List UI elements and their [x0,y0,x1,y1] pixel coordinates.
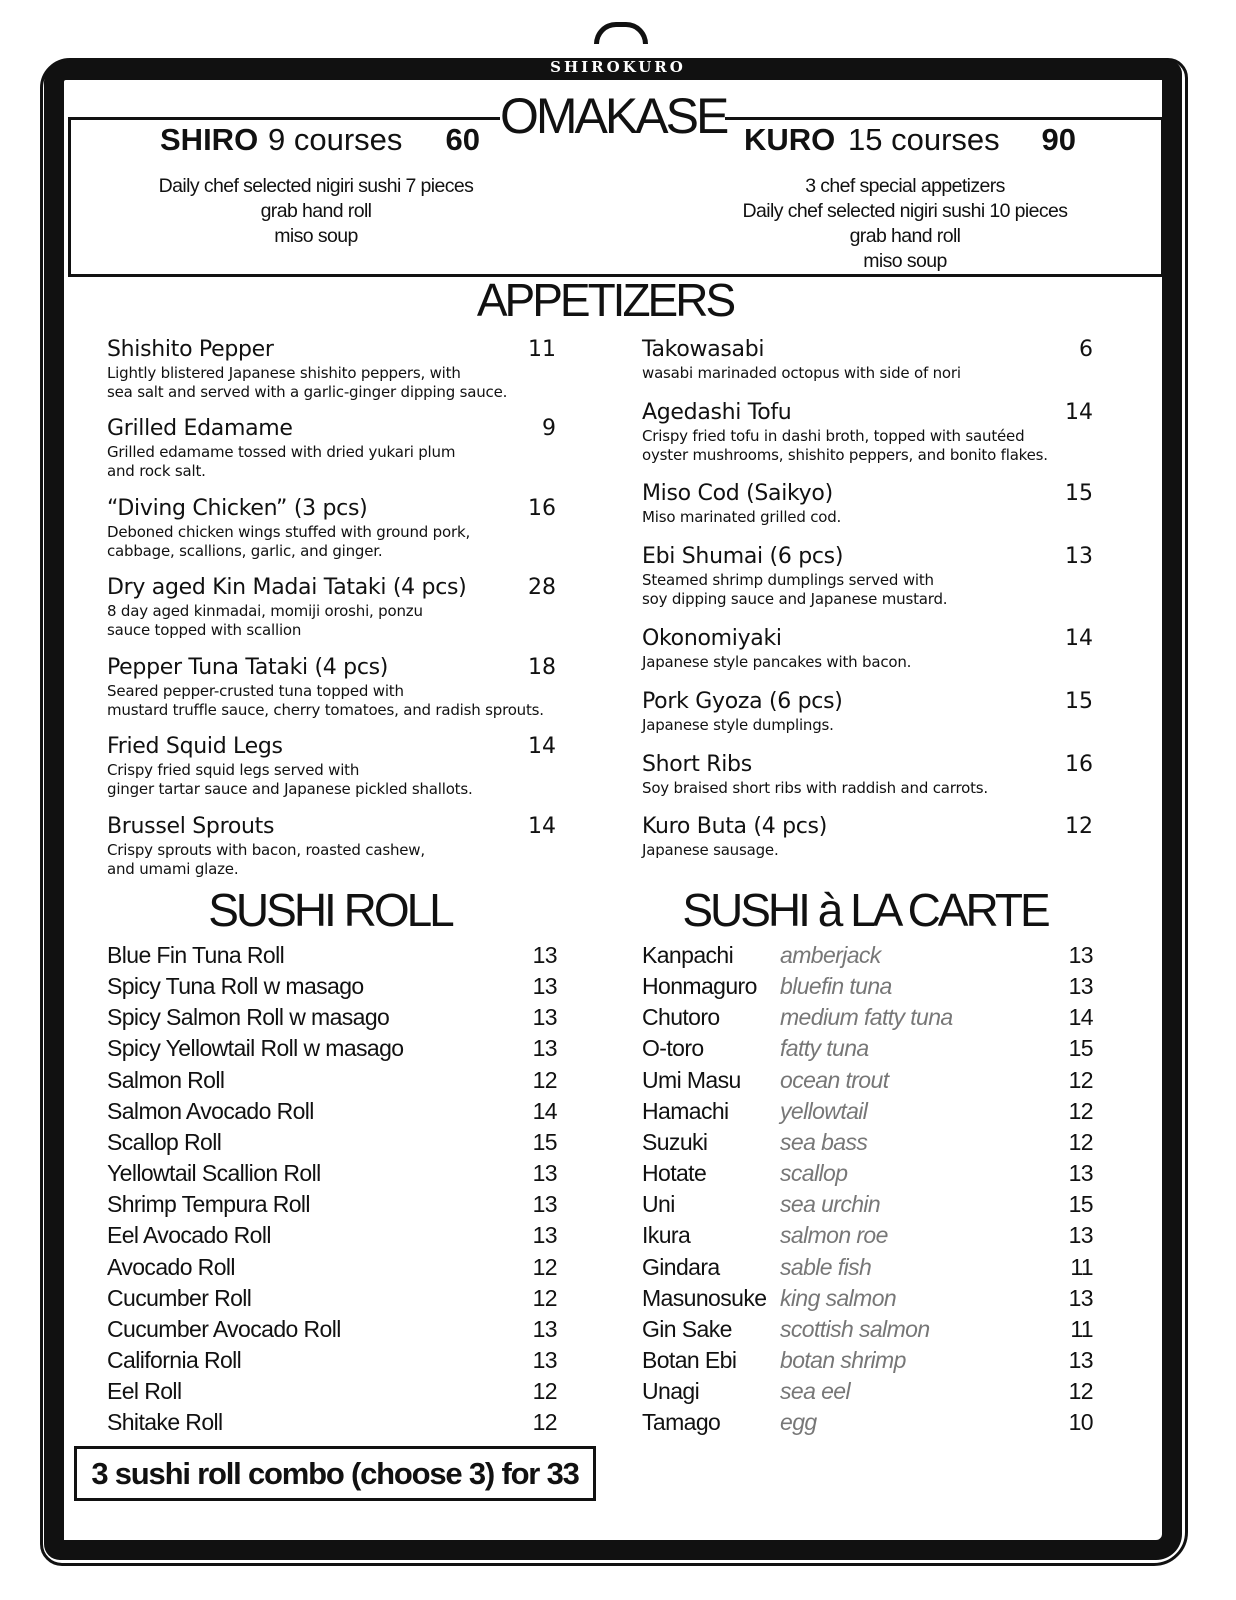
sushi-japanese-name: Gin Sake [642,1315,732,1342]
appetizer-name: Shishito Pepper [107,337,274,362]
sushi-roll-price: 13 [532,1315,557,1342]
appetizer-name: “Diving Chicken” (3 pcs) [107,496,368,521]
appetizer-description: Crispy fried squid legs served with [107,761,360,779]
appetizer-description: Japanese style pancakes with bacon. [642,653,912,671]
appetizer-name: Short Ribs [642,752,752,777]
appetizer-price: 11 [528,337,556,362]
sushi-roll-name: Shitake Roll [107,1409,223,1436]
sushi-japanese-name: Hotate [642,1160,707,1187]
sushi-japanese-name: Hamachi [642,1097,729,1124]
sushi-roll-item [107,1314,557,1344]
sushi-a-la-carte-item [642,1345,1093,1375]
appetizer-name: Dry aged Kin Madai Tataki (4 pcs) [107,575,467,600]
appetizer-name: Okonomiyaki [642,626,782,651]
sushi-roll-price: 12 [532,1378,557,1405]
appetizer-price: 15 [1065,481,1093,506]
sushi-roll-price: 12 [532,1284,557,1311]
sushi-price: 10 [1068,1409,1093,1436]
appetizer-price: 15 [1065,689,1093,714]
sushi-roll-price: 12 [532,1409,557,1436]
sushi-roll-price: 13 [532,973,557,1000]
sushi-a-la-carte-item [642,1158,1093,1188]
appetizer-item [642,481,1093,526]
sushi-japanese-name: Gindara [642,1253,720,1280]
sushi-english-name: sea eel [780,1378,850,1405]
sushi-english-name: fatty tuna [780,1035,869,1062]
sushi-english-name: sea urchin [780,1191,881,1218]
sushi-roll-item [107,1158,557,1188]
sushi-roll-name: Eel Avocado Roll [107,1222,271,1249]
shiro-courses: 9 courses [268,122,403,157]
sushi-english-name: amberjack [780,942,881,968]
sushi-a-la-carte-item [642,1189,1093,1219]
sushi-english-name: egg [780,1409,817,1436]
appetizer-item [642,752,1093,797]
appetizer-description: sea salt and served with a garlic-ginger dipping sauce. [107,383,508,401]
sushi-price: 13 [1068,1346,1093,1373]
appetizer-name: Ebi Shumai (6 pcs) [642,544,844,569]
appetizer-name: Pepper Tuna Tataki (4 pcs) [107,655,389,680]
sushi-price: 13 [1068,973,1093,1000]
sushi-roll-price: 12 [532,1253,557,1280]
shiro-line: Daily chef selected nigiri sushi 7 pieces [158,175,474,197]
sushi-price: 13 [1068,942,1093,968]
sushi-japanese-name: Kanpachi [642,942,734,968]
sushi-roll-item [107,1345,557,1375]
sushi-roll-item [107,1407,557,1437]
appetizer-name: Miso Cod (Saikyo) [642,481,833,506]
kuro-line: 3 chef special appetizers [805,175,1005,197]
sushi-japanese-name: Botan Ebi [642,1346,737,1373]
appetizer-name: Takowasabi [642,337,765,362]
sushi-japanese-name: Ikura [642,1222,691,1249]
sushi-english-name: scallop [780,1160,848,1187]
appetizer-name: Grilled Edamame [107,416,293,441]
appetizer-item [642,814,1093,859]
sushi-roll-name: Salmon Roll [107,1066,225,1093]
appetizer-item [642,626,1093,671]
sushi-roll-name: Yellowtail Scallion Roll [107,1160,321,1187]
sushi-roll-price: 13 [532,1191,557,1218]
sushi-roll-price: 12 [532,1066,557,1093]
kuro-name: KURO [744,122,836,157]
appetizer-item [107,655,556,719]
appetizer-item [642,544,1093,608]
appetizer-price: 16 [528,496,556,521]
sushi-a-la-carte-item [642,1407,1093,1437]
sushi-japanese-name: Honmaguro [642,973,757,1000]
sushi-roll-name: Blue Fin Tuna Roll [107,942,285,968]
logo-mark-icon [594,22,648,44]
sushi-roll-title: SUSHI ROLL [208,884,452,936]
kuro-price: 90 [1041,122,1076,157]
sushi-roll-price: 13 [532,1004,557,1031]
appetizer-price: 14 [528,814,556,839]
omakase-shiro [160,122,480,249]
appetizer-item [642,400,1093,464]
shiro-name: SHIRO [160,122,259,157]
appetizer-description: Lightly blistered Japanese shishito peppers, with [107,364,461,382]
shiro-price: 60 [445,122,480,157]
sushi-price: 13 [1068,1222,1093,1249]
sushi-a-la-carte-item [642,1283,1093,1313]
appetizer-price: 14 [1065,626,1093,651]
sushi-roll-price: 13 [532,1222,557,1249]
sushi-english-name: medium fatty tuna [780,1004,953,1031]
appetizer-name: Brussel Sprouts [107,814,275,839]
sushi-japanese-name: Suzuki [642,1128,708,1155]
appetizer-name: Fried Squid Legs [107,734,283,759]
sushi-roll-item [107,1376,557,1406]
appetizer-item [107,814,556,878]
sushi-a-la-carte-item [642,1314,1093,1344]
appetizer-description: sauce topped with scallion [107,621,302,639]
omakase-kuro [744,122,1076,274]
appetizer-name: Kuro Buta (4 pcs) [642,814,828,839]
sushi-price: 11 [1070,1253,1093,1280]
sushi-roll-item [107,1283,557,1313]
shiro-line: grab hand roll [260,200,372,222]
appetizer-price: 13 [1065,544,1093,569]
sushi-a-la-carte-title: SUSHI à LA CARTE [682,884,1048,936]
sushi-price: 13 [1068,1160,1093,1187]
sushi-roll-price: 13 [532,1346,557,1373]
appetizer-description: Seared pepper-crusted tuna topped with [107,682,404,700]
sushi-english-name: botan shrimp [780,1346,906,1373]
sushi-roll-item [107,1127,557,1157]
sushi-a-la-carte-item [642,1220,1093,1250]
sushi-price: 11 [1070,1315,1093,1342]
sushi-roll-price: 13 [532,942,557,968]
sushi-roll-name: Spicy Tuna Roll w masago [107,973,364,1000]
sushi-price: 12 [1068,1378,1093,1405]
appetizers-title: APPETIZERS [476,274,734,326]
sushi-a-la-carte-item [642,1065,1093,1095]
appetizer-item [107,734,556,798]
appetizer-name: Agedashi Tofu [642,400,792,425]
appetizer-description: Soy braised short ribs with raddish and carrots. [642,779,988,797]
sushi-price: 12 [1068,1097,1093,1124]
sushi-price: 13 [1068,1284,1093,1311]
sushi-roll-name: Cucumber Avocado Roll [107,1315,341,1342]
appetizer-description: Grilled edamame tossed with dried yukari plum [107,443,456,461]
sushi-roll-price: 15 [532,1128,557,1155]
sushi-price: 15 [1068,1035,1093,1062]
sushi-roll-item [107,971,557,1001]
appetizer-description: wasabi marinaded octopus with side of nori [642,364,961,382]
appetizer-description: Steamed shrimp dumplings served with [642,571,934,589]
appetizer-price: 6 [1079,337,1093,362]
sushi-roll-item [107,1002,557,1032]
appetizer-item [107,496,556,560]
appetizer-description: Crispy sprouts with bacon, roasted cashew, [107,841,425,859]
appetizer-description: soy dipping sauce and Japanese mustard. [642,590,948,608]
appetizer-item [107,416,556,480]
kuro-line: grab hand roll [849,225,961,247]
sushi-roll-item [107,1096,557,1126]
sushi-roll-item [107,1220,557,1250]
appetizer-description: 8 day aged kinmadai, momiji oroshi, ponzu [107,602,423,620]
sushi-roll-item [107,1189,557,1219]
appetizer-item [642,689,1093,734]
sushi-english-name: bluefin tuna [780,973,892,1000]
sushi-english-name: salmon roe [780,1222,888,1249]
sushi-roll-price: 13 [532,1160,557,1187]
brand-logo [538,18,698,76]
appetizer-price: 14 [528,734,556,759]
sushi-japanese-name: Unagi [642,1378,700,1405]
appetizer-description: ginger tartar sauce and Japanese pickled shallots. [107,780,473,798]
appetizer-price: 14 [1065,400,1093,425]
sushi-a-la-carte-item [642,940,1093,970]
sushi-a-la-carte-item [642,1252,1093,1282]
sushi-roll-name: Spicy Yellowtail Roll w masago [107,1035,404,1062]
kuro-line: miso soup [863,250,947,272]
sushi-a-la-carte-item [642,1376,1093,1406]
appetizer-description: Crispy fried tofu in dashi broth, topped with sautéed [642,427,1025,445]
brand-name: SHIROKURO [538,58,698,76]
sushi-english-name: ocean trout [780,1066,889,1093]
sushi-roll-name: Scallop Roll [107,1128,222,1155]
sushi-a-la-carte-item [642,1033,1093,1063]
sushi-english-name: sea bass [780,1128,868,1155]
sushi-japanese-name: Tamago [642,1409,721,1436]
sushi-roll-name: Spicy Salmon Roll w masago [107,1004,390,1031]
appetizer-description: Japanese sausage. [642,841,779,859]
sushi-japanese-name: Chutoro [642,1004,720,1031]
kuro-courses: 15 courses [848,122,1000,157]
sushi-roll-price: 13 [532,1035,557,1062]
sushi-roll-name: Cucumber Roll [107,1284,252,1311]
appetizer-description: cabbage, scallions, garlic, and ginger. [107,542,383,560]
sushi-roll-name: Shrimp Tempura Roll [107,1191,310,1218]
sushi-english-name: yellowtail [780,1097,868,1124]
appetizer-price: 9 [542,416,556,441]
appetizer-price: 16 [1065,752,1093,777]
appetizer-item [642,337,1093,382]
kuro-line: Daily chef selected nigiri sushi 10 pieces [742,200,1068,222]
appetizer-description: and rock salt. [107,462,206,480]
sushi-roll-item [107,940,557,970]
appetizer-description: Miso marinated grilled cod. [642,508,842,526]
sushi-price: 14 [1068,1004,1093,1031]
sushi-english-name: sable fish [780,1253,872,1280]
appetizer-price: 28 [528,575,556,600]
sushi-roll-item [107,1065,557,1095]
sushi-japanese-name: Uni [642,1191,675,1218]
sushi-roll-name: Eel Roll [107,1378,182,1405]
sushi-a-la-carte-item [642,971,1093,1001]
appetizer-item [107,337,556,401]
appetizer-description: Deboned chicken wings stuffed with ground pork, [107,523,471,541]
sushi-a-la-carte-item [642,1096,1093,1126]
appetizer-description: Japanese style dumplings. [642,716,834,734]
sushi-roll-item [107,1033,557,1063]
sushi-price: 12 [1068,1128,1093,1155]
appetizer-price: 12 [1065,814,1093,839]
sushi-roll-price: 14 [532,1097,557,1124]
shiro-line: miso soup [274,225,358,247]
omakase-title: OMAKASE [500,88,727,144]
appetizer-description: oyster mushrooms, shishito peppers, and bonito flakes. [642,446,1048,464]
sushi-english-name: king salmon [780,1284,897,1311]
sushi-a-la-carte-item [642,1127,1093,1157]
sushi-roll-name: Salmon Avocado Roll [107,1097,314,1124]
appetizer-name: Pork Gyoza (6 pcs) [642,689,843,714]
sushi-price: 12 [1068,1066,1093,1093]
appetizer-price: 18 [528,655,556,680]
appetizer-item [107,575,556,639]
appetizer-description: mustard truffle sauce, cherry tomatoes, and radish sprouts. [107,701,544,719]
appetizer-description: and umami glaze. [107,860,239,878]
sushi-english-name: scottish salmon [780,1315,930,1342]
sushi-a-la-carte-item [642,1002,1093,1032]
sushi-roll-name: Avocado Roll [107,1253,235,1280]
sushi-japanese-name: Masunosuke [642,1284,767,1311]
combo-offer: 3 sushi roll combo (choose 3) for 33 [74,1446,596,1501]
sushi-price: 15 [1068,1191,1093,1218]
sushi-roll-name: California Roll [107,1346,242,1373]
sushi-japanese-name: Umi Masu [642,1066,741,1093]
sushi-roll-item [107,1252,557,1282]
sushi-japanese-name: O-toro [642,1035,704,1062]
